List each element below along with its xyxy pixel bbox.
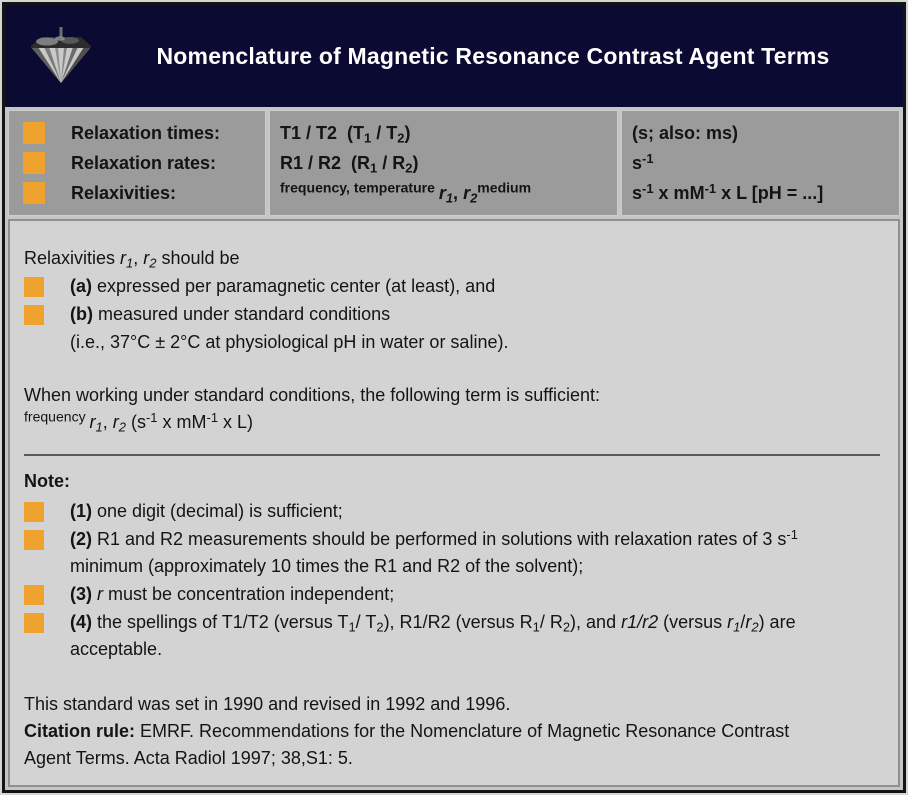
term-row-times xyxy=(15,118,255,148)
term-row-rates xyxy=(15,148,255,178)
square-bullet-icon xyxy=(23,122,45,144)
condition-text: (a) expressed per paramagnetic center (at least), and xyxy=(70,276,496,296)
units-times: (s; also: ms) xyxy=(632,123,739,143)
units-rates: $s^{-1}$ xyxy=(632,151,654,173)
intro-line: Relaxivities $r_1$, $r_2$ should be xyxy=(24,248,240,271)
standard-history-line: This standard was set in 1990 and revised in 1992 and 1996. xyxy=(24,694,511,714)
terms-labels-cell xyxy=(8,110,266,216)
square-bullet-icon xyxy=(23,152,45,174)
terms-table xyxy=(5,107,903,219)
notation-rates: R1 / R2 $(R_1 / R_2)$ xyxy=(280,153,419,176)
sufficient-term-line: $^{frequency}$ $r_1$, $r_2$ ($s^{-1}$ x $mM^{-1}$ x L) xyxy=(24,408,254,435)
note-text: (1) one digit (decimal) is sufficient; xyxy=(70,501,343,521)
condition-item-b-continuation xyxy=(24,329,884,356)
note-text: (2) R1 and R2 measurements should be performed in solutions with relaxation rates of 3 $s^{-1}$ minimum (approximately 10 times the R1 and R2 of the solvent); xyxy=(70,527,803,576)
square-bullet-icon xyxy=(24,305,44,325)
term-row-relaxivities xyxy=(15,178,255,208)
divider xyxy=(24,454,880,456)
condition-text: (b) measured under standard conditions xyxy=(70,304,391,324)
square-bullet-icon xyxy=(24,530,44,550)
note-item-4 xyxy=(24,609,884,663)
note-text: (4) the spellings of T1/T2 (versus $T_1/$ $T_2$), R1/R2 (versus $R_1/$ $R_2$), and r1/r2 (versus $r_1/r_2$) are acceptable. xyxy=(70,612,801,659)
square-bullet-icon xyxy=(24,502,44,522)
terms-units-cell xyxy=(621,110,900,216)
standard-conditions-line: When working under standard conditions, the following term is sufficient: xyxy=(24,385,600,405)
square-bullet-icon xyxy=(24,277,44,297)
term-label: Relaxation rates: xyxy=(71,153,217,173)
square-bullet-icon xyxy=(24,613,44,633)
main-content xyxy=(8,219,900,787)
square-bullet-icon xyxy=(24,585,44,605)
term-label: Relaxivities: xyxy=(71,183,177,203)
terms-notation-cell xyxy=(269,110,618,216)
note-heading: Note: xyxy=(24,471,70,491)
diamond-logo-icon xyxy=(29,25,93,87)
condition-item-a xyxy=(24,273,884,300)
note-item-1 xyxy=(24,498,884,525)
notation-times: T1 / T2 $(T_1 / T_2)$ xyxy=(280,123,411,146)
term-label: Relaxation times: xyxy=(71,123,221,143)
document-frame xyxy=(2,2,906,793)
square-bullet-icon xyxy=(23,182,45,204)
condition-item-b xyxy=(24,301,884,328)
page-title: Nomenclature of Magnetic Resonance Contrast Agent Terms xyxy=(156,42,830,69)
footer xyxy=(24,691,884,772)
note-text: (3) r must be concentration independent; xyxy=(70,584,395,604)
note-item-2 xyxy=(24,526,884,580)
condition-text: (i.e., 37°C ± 2°C at physiological pH in water or saline). xyxy=(70,332,509,352)
citation-line: Citation rule: EMRF. Recommendations for the Nomenclature of Magnetic Resonance Contrast Agent Terms. Acta Radiol 1997; 38,S1: 5. xyxy=(24,721,794,768)
header-banner xyxy=(5,5,903,107)
notation-relaxivities: $^{frequency, temperature}$ $r_1$, $r_2^{medium}$ xyxy=(280,179,532,206)
units-relaxivities: $s^{-1}$ x $mM^{-1}$ x L [pH = ...] xyxy=(632,181,824,203)
note-item-3 xyxy=(24,581,884,608)
